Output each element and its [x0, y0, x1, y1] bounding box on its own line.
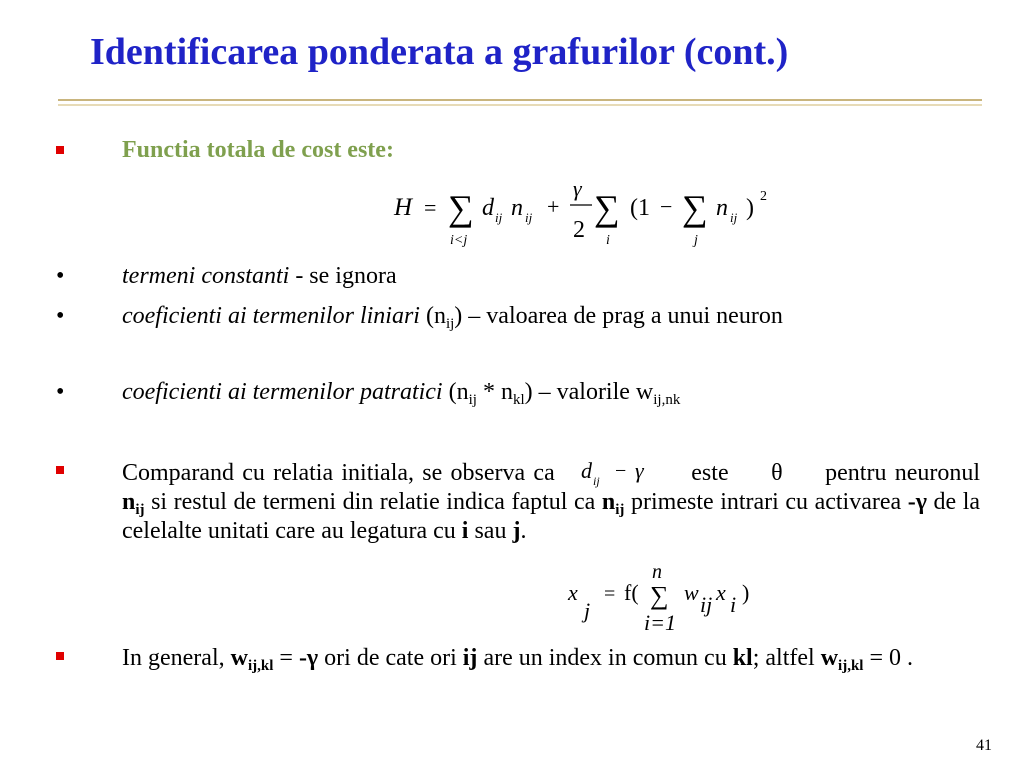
svg-text:d: d — [581, 458, 593, 483]
bullet-constant-terms: termeni constanti - se ignora — [122, 263, 397, 289]
formula-exponent: 2 — [760, 189, 767, 204]
cost-function-formula — [380, 172, 780, 252]
bullet-linear-terms: coeficienti ai termenilor liniari $(n_{ij})$ – valoarea de prag a unui neuron — [122, 303, 783, 332]
formula-sum-1: ∑ — [448, 188, 474, 228]
d-minus-gamma-expression — [563, 458, 683, 488]
formula-gamma: γ — [573, 176, 582, 201]
formula-two: 2 — [573, 217, 585, 243]
formula-w-sub: ij — [700, 592, 713, 617]
formula-H: H — [394, 194, 413, 221]
title-divider — [58, 99, 982, 106]
theta-symbol: θ — [771, 460, 783, 486]
formula-xi: x — [716, 580, 726, 605]
formula-sum-bottom: i=1 — [644, 610, 676, 635]
cost-function-heading: Functia totala de cost este: — [122, 137, 394, 163]
formula-sum-2-index: i — [606, 233, 610, 248]
neuron-output-formula — [560, 562, 770, 636]
formula-n: n — [511, 195, 523, 221]
formula-w: w — [684, 580, 699, 605]
formula-equals: = — [424, 195, 437, 220]
formula-x-equals: = — [604, 583, 616, 605]
formula-x-close: ) — [742, 580, 750, 605]
comparison-paragraph: Comparand cu relatia initiala, se observa ca d ij − γ este θ pentru neuronul $n_{ij}$ si restul de termeni din relatie indica faptul ca $n_{ij}$ primeste intrari cu activarea -γ de la celelalte unitati care au legatura cu i sau j. — [122, 458, 981, 544]
formula-sum-1-index: i<j — [450, 233, 468, 248]
formula-sum-2: ∑ — [594, 188, 620, 228]
square-bullet-icon — [56, 652, 64, 660]
square-bullet-icon — [56, 466, 64, 474]
dot-bullet-icon: • — [56, 379, 65, 405]
slide-title: Identificarea ponderata a grafurilor (cont.) — [90, 31, 789, 73]
square-bullet-icon — [56, 146, 64, 154]
page-number: 41 — [976, 737, 992, 754]
formula-x-sub: j — [584, 598, 591, 623]
formula-sum-3-index: j — [694, 233, 698, 248]
formula-paren-open: (1 — [630, 195, 650, 221]
formula-sum-3: ∑ — [682, 188, 708, 228]
svg-text:γ: γ — [635, 458, 644, 483]
general-paragraph: In general, $w_{ij,kl} = -\gamma$ ori de cate ori ij are un index in comun cu kl; altfel $w_{ij,kl} = 0$ . — [122, 645, 914, 674]
formula-n-sub: ij — [525, 210, 533, 225]
formula-plus: + — [547, 194, 560, 219]
dot-bullet-icon: • — [56, 263, 65, 289]
formula-xi-sub: i — [730, 592, 737, 617]
formula-n2-sub: ij — [730, 210, 738, 225]
formula-d: d — [482, 195, 494, 221]
svg-text:−: − — [615, 460, 627, 482]
formula-n2: n — [716, 195, 728, 221]
formula-sum-top: n — [652, 562, 662, 583]
formula-d-sub: ij — [495, 210, 503, 225]
formula-x: x — [568, 580, 578, 605]
svg-text:ij: ij — [593, 474, 600, 488]
formula-f: f( — [624, 580, 639, 605]
formula-paren-close: ) — [746, 195, 754, 221]
formula-x-sum: ∑ — [650, 581, 669, 610]
bullet-quadratic-terms: coeficienti ai termenilor patratici $(n_{ij} * n_{kl})$ – valorile $w_{ij,nk}$ — [122, 379, 681, 408]
dot-bullet-icon: • — [56, 303, 65, 329]
formula-minus: − — [660, 194, 673, 219]
